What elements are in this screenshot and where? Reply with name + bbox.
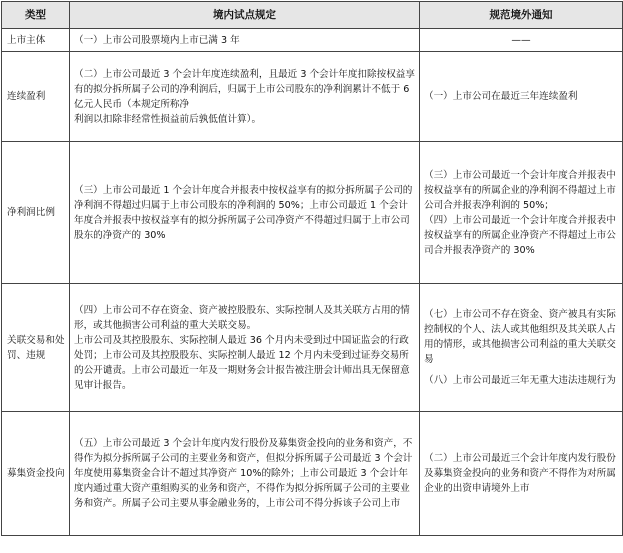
header-domestic: 境内试点规定	[70, 2, 420, 29]
header-overseas: 规范境外通知	[420, 2, 623, 29]
row-type: 净利润比例	[2, 142, 70, 284]
domestic-text: （五）上市公司最近 3 个会计年度内发行股份及募集资金投向的业务和资产，不得作为拟分拆所属子公司的主要业务和资产，但拟分拆所属子公司最近 3 个会计年度使用募集资金合计不超过其净资产 10%的除外；上市公司最近 3 个会计年度内通过重大资产重组购买的业务和资产，不得作为拟分拆所属子公司的主要业务和资产。所属子公司主要从事金融业务的，上市公司不得分拆该子公司上市	[74, 438, 413, 509]
row-type: 连续盈利	[2, 52, 70, 142]
domestic-cell	[70, 284, 420, 412]
domestic-cell	[70, 52, 420, 142]
domestic-text: 利润以扣除非经常性损益前后孰低值计算）。	[74, 113, 262, 125]
overseas-cell	[420, 142, 623, 284]
overseas-cell	[420, 29, 623, 52]
domestic-text: （四）上市公司不存在资金、资产被控股股东、实际控制人及其关联方占用的情形，或其他损害公司利益的重大关联交易。	[74, 304, 410, 331]
domestic-text: （一）上市公司股票境内上市已满 3 年	[74, 34, 240, 46]
overseas-text: （四）上市公司最近一个会计年度合并报表中按权益享有的所属企业净资产不得超过上市公司合并报表净资产的 30%	[424, 214, 616, 256]
overseas-text: （八）上市公司最近三年无重大违法违规行为	[424, 375, 616, 386]
row-type: 上市主体	[2, 29, 70, 52]
comparison-table	[1, 1, 623, 536]
overseas-text: （三）上市公司最近一个会计年度合并报表中按权益享有的所属企业的净利润不得超过上市公司合并报表净利润的 50%；	[424, 169, 616, 211]
overseas-text: （二）上市公司最近三个会计年度内发行股份及募集资金投向的业务和资产不得作为对所属企业的出资申请境外上市	[424, 453, 616, 494]
table-row	[2, 52, 623, 142]
overseas-text: ——	[511, 34, 531, 46]
domestic-text: （三）上市公司最近 1 个会计年度合并报表中按权益享有的拟分拆所属子公司的净利润不得超过归属于上市公司股东的净利润的 50%；上市公司最近 1 个会计年度合并报表中按权益享有的拟分拆所属子公司净资产不得超过归属于上市公司股东的净资产的 30%	[74, 184, 413, 241]
overseas-cell	[420, 412, 623, 536]
header-row	[2, 2, 623, 29]
overseas-text: （一）上市公司在最近三年连续盈利	[424, 91, 578, 102]
domestic-cell	[70, 412, 420, 536]
table-row	[2, 412, 623, 536]
domestic-text: （二）上市公司最近 3 个会计年度连续盈利，且最近 3 个会计年度扣除按权益享有的拟分拆所属子公司的净利润后，归属于上市公司股东的净利润累计不低于 6 亿元人民币（本规定所称净	[74, 68, 415, 110]
domestic-cell	[70, 142, 420, 284]
domestic-text: 上市公司及其控股股东、实际控制人最近 36 个月内未受到过中国证监会的行政处罚；上市公司及其控股股东、实际控制人最近 12 个月内未受到过证券交易所的公开谴责。上市公司最近一年及一期财务会计报告被注册会计师出具无保留意见审计报告。	[74, 334, 410, 391]
row-type: 关联交易和处罚、违规	[2, 284, 70, 412]
overseas-cell	[420, 284, 623, 412]
table-row	[2, 142, 623, 284]
row-type: 募集资金投向	[2, 412, 70, 536]
overseas-text: （七）上市公司不存在资金、资产被具有实际控制权的个人、法人或其他组织及其关联人占用的情形，或其他损害公司利益的重大关联交易	[424, 309, 616, 365]
overseas-cell	[420, 52, 623, 142]
table-row	[2, 29, 623, 52]
domestic-cell	[70, 29, 420, 52]
table-row	[2, 284, 623, 412]
header-type: 类型	[2, 2, 70, 29]
